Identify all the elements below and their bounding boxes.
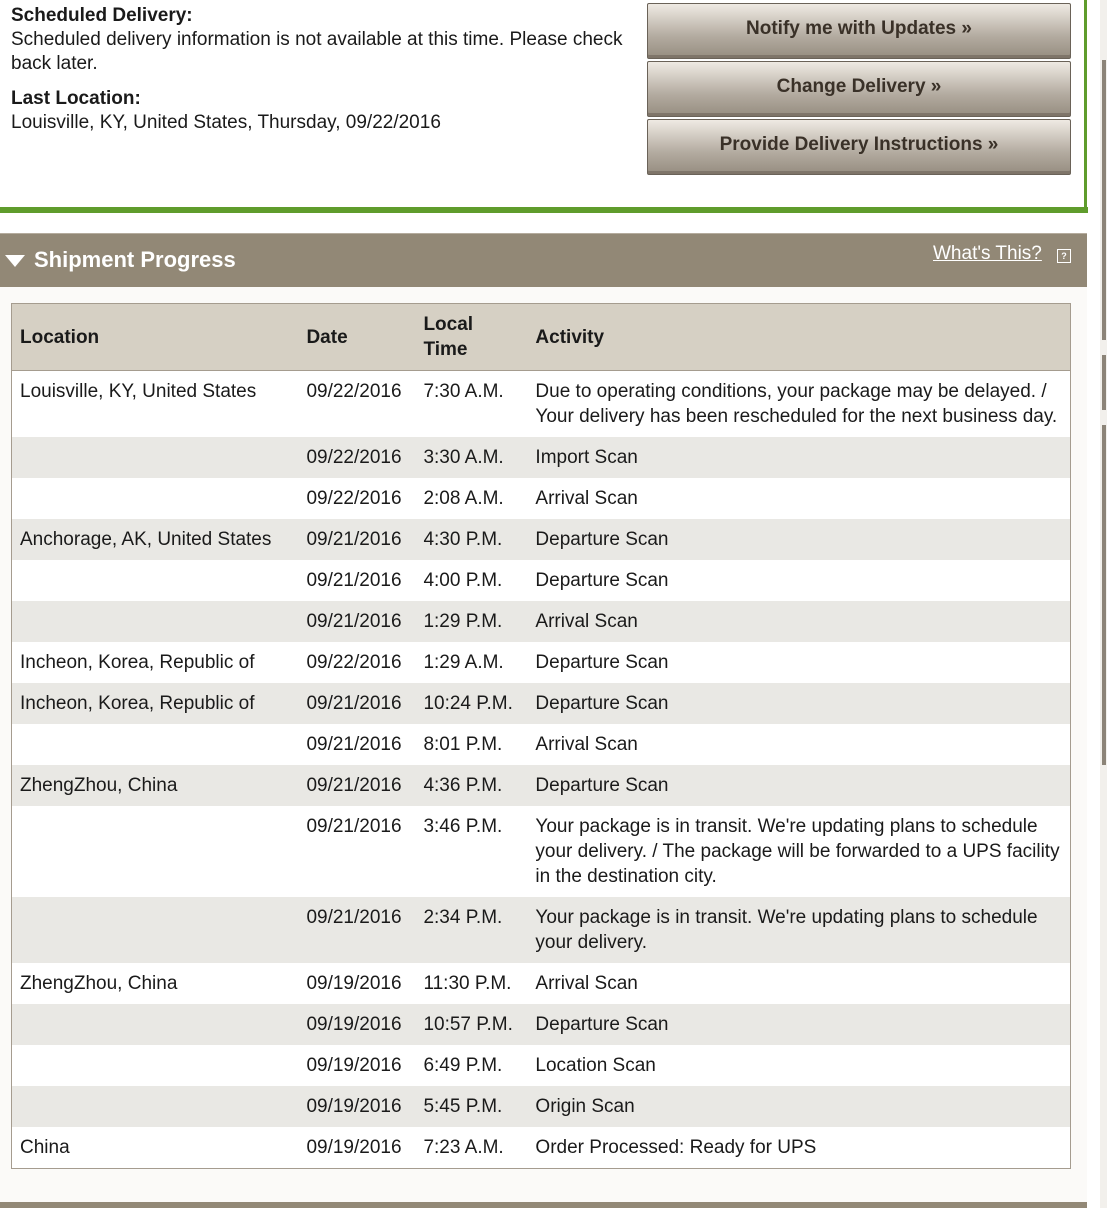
cell-time: 3:30 A.M. xyxy=(415,437,527,478)
table-row xyxy=(12,724,1071,765)
cell-activity: Your package is in transit. We're updating plans to schedule your delivery. xyxy=(527,897,1070,963)
right-edge-strip xyxy=(1100,0,1107,1208)
cell-activity: Departure Scan xyxy=(535,652,669,673)
cell-location xyxy=(12,1086,299,1127)
shipment-progress-table xyxy=(11,303,1071,1169)
cell-activity: Departure Scan xyxy=(535,570,669,591)
cell-time: 4:36 P.M. xyxy=(415,765,527,806)
header-time-line1: Local xyxy=(423,314,474,335)
cell-date: 09/19/2016 xyxy=(306,1055,402,1076)
cell-activity: Departure Scan xyxy=(527,683,1070,724)
green-border-right xyxy=(1084,0,1087,213)
header-time-line2: Time xyxy=(423,339,468,360)
cell-activity: Arrival Scan xyxy=(535,488,638,509)
scheduled-delivery-value: Scheduled delivery information is not available at this time. Please check back later. xyxy=(11,29,623,74)
green-divider xyxy=(0,207,1088,213)
cell-location: ZhengZhou, China xyxy=(20,973,178,994)
table-row xyxy=(12,963,1071,1004)
panel-bottom-bar xyxy=(0,1202,1087,1208)
cell-location xyxy=(12,1045,299,1086)
cell-date: 09/21/2016 xyxy=(298,601,415,642)
panel-title: Shipment Progress xyxy=(34,247,236,272)
cell-activity: Departure Scan xyxy=(527,519,1070,560)
cell-date: 09/19/2016 xyxy=(298,1086,415,1127)
header-location: Location xyxy=(12,304,299,371)
cell-date: 09/21/2016 xyxy=(298,897,415,963)
cell-date: 09/22/2016 xyxy=(306,381,402,402)
table-body xyxy=(12,371,1071,1169)
scheduled-delivery-label: Scheduled Delivery: xyxy=(11,5,193,26)
cell-activity: Your package is in transit. We're updating plans to schedule your delivery. / The package will be forwarded to a UPS facility in the destination city. xyxy=(535,816,1060,887)
cell-location xyxy=(12,806,299,897)
last-location-label: Last Location: xyxy=(11,88,141,109)
cell-activity: Order Processed: Ready for UPS xyxy=(535,1137,817,1158)
cell-date: 09/22/2016 xyxy=(306,488,402,509)
cell-date: 09/21/2016 xyxy=(298,683,415,724)
cell-time: 3:46 P.M. xyxy=(423,816,503,837)
table-row xyxy=(12,897,1071,963)
cell-location: Anchorage, AK, United States xyxy=(12,519,299,560)
scheduled-delivery-block xyxy=(11,4,631,76)
cell-location: Incheon, Korea, Republic of xyxy=(12,683,299,724)
table-row xyxy=(12,642,1071,683)
table-row xyxy=(12,1045,1071,1086)
notify-updates-button[interactable]: Notify me with Updates » xyxy=(647,3,1071,59)
table-row xyxy=(12,371,1071,438)
cell-activity: Arrival Scan xyxy=(535,973,638,994)
cell-time: 7:23 A.M. xyxy=(423,1137,504,1158)
cell-time: 1:29 P.M. xyxy=(415,601,527,642)
cell-time: 7:30 A.M. xyxy=(423,381,504,402)
cell-time: 2:08 A.M. xyxy=(423,488,504,509)
cell-location: ZhengZhou, China xyxy=(12,765,299,806)
cell-activity: Departure Scan xyxy=(527,1004,1070,1045)
cell-location xyxy=(12,437,299,478)
cell-time: 4:00 P.M. xyxy=(423,570,503,591)
delivery-summary xyxy=(11,4,631,146)
table-row xyxy=(12,683,1071,724)
change-delivery-button[interactable]: Change Delivery » xyxy=(647,61,1071,117)
cell-location xyxy=(12,601,299,642)
cell-location xyxy=(12,560,299,601)
cell-time: 8:01 P.M. xyxy=(423,734,503,755)
cell-location xyxy=(12,724,299,765)
cell-activity: Due to operating conditions, your package may be delayed. / Your delivery has been rescheduled for the next business day. xyxy=(535,381,1058,427)
action-buttons xyxy=(647,3,1071,177)
header-local-time xyxy=(415,304,527,371)
table-row xyxy=(12,519,1071,560)
last-location-value: Louisville, KY, United States, Thursday, 09/22/2016 xyxy=(11,112,441,133)
cell-location xyxy=(12,478,299,519)
cell-date: 09/21/2016 xyxy=(306,570,402,591)
table-row xyxy=(12,1086,1071,1127)
cell-date: 09/22/2016 xyxy=(306,652,402,673)
table-row xyxy=(12,437,1071,478)
table-row xyxy=(12,478,1071,519)
last-location-block xyxy=(11,87,631,135)
cell-time: 11:30 P.M. xyxy=(423,973,512,994)
shipment-progress-header[interactable] xyxy=(0,233,1087,288)
cell-time: 2:34 P.M. xyxy=(415,897,527,963)
header-activity: Activity xyxy=(527,304,1070,371)
cell-time: 10:57 P.M. xyxy=(415,1004,527,1045)
cell-date: 09/19/2016 xyxy=(306,1137,402,1158)
cell-date: 09/19/2016 xyxy=(306,973,402,994)
delivery-instructions-button[interactable]: Provide Delivery Instructions » xyxy=(647,119,1071,175)
table-row xyxy=(12,601,1071,642)
table-row xyxy=(12,1004,1071,1045)
table-row xyxy=(12,560,1071,601)
cell-date: 09/21/2016 xyxy=(306,734,402,755)
cell-date: 09/19/2016 xyxy=(298,1004,415,1045)
table-row xyxy=(12,806,1071,897)
cell-time: 6:49 P.M. xyxy=(423,1055,503,1076)
table-header-row xyxy=(12,304,1071,371)
cell-location xyxy=(12,897,299,963)
cell-date: 09/21/2016 xyxy=(298,519,415,560)
header-date: Date xyxy=(298,304,415,371)
cell-date: 09/21/2016 xyxy=(298,765,415,806)
cell-activity: Origin Scan xyxy=(527,1086,1070,1127)
cell-activity: Import Scan xyxy=(527,437,1070,478)
cell-activity: Arrival Scan xyxy=(535,734,638,755)
table-row xyxy=(12,765,1071,806)
cell-location xyxy=(12,1004,299,1045)
cell-time: 10:24 P.M. xyxy=(415,683,527,724)
cell-time: 4:30 P.M. xyxy=(415,519,527,560)
help-icon[interactable]: ? xyxy=(1057,249,1071,263)
cell-activity: Arrival Scan xyxy=(527,601,1070,642)
cell-time: 1:29 A.M. xyxy=(423,652,504,673)
cell-location: China xyxy=(20,1137,70,1158)
cell-date: 09/21/2016 xyxy=(306,816,402,837)
cell-time: 5:45 P.M. xyxy=(415,1086,527,1127)
table-row xyxy=(12,1127,1071,1169)
cell-activity: Location Scan xyxy=(535,1055,656,1076)
cell-activity: Departure Scan xyxy=(527,765,1070,806)
collapse-triangle-icon[interactable] xyxy=(5,255,25,267)
cell-location: Incheon, Korea, Republic of xyxy=(20,652,255,673)
cell-location: Louisville, KY, United States xyxy=(20,381,257,402)
cell-date: 09/22/2016 xyxy=(298,437,415,478)
whats-this-link[interactable]: What's This? xyxy=(933,243,1042,264)
